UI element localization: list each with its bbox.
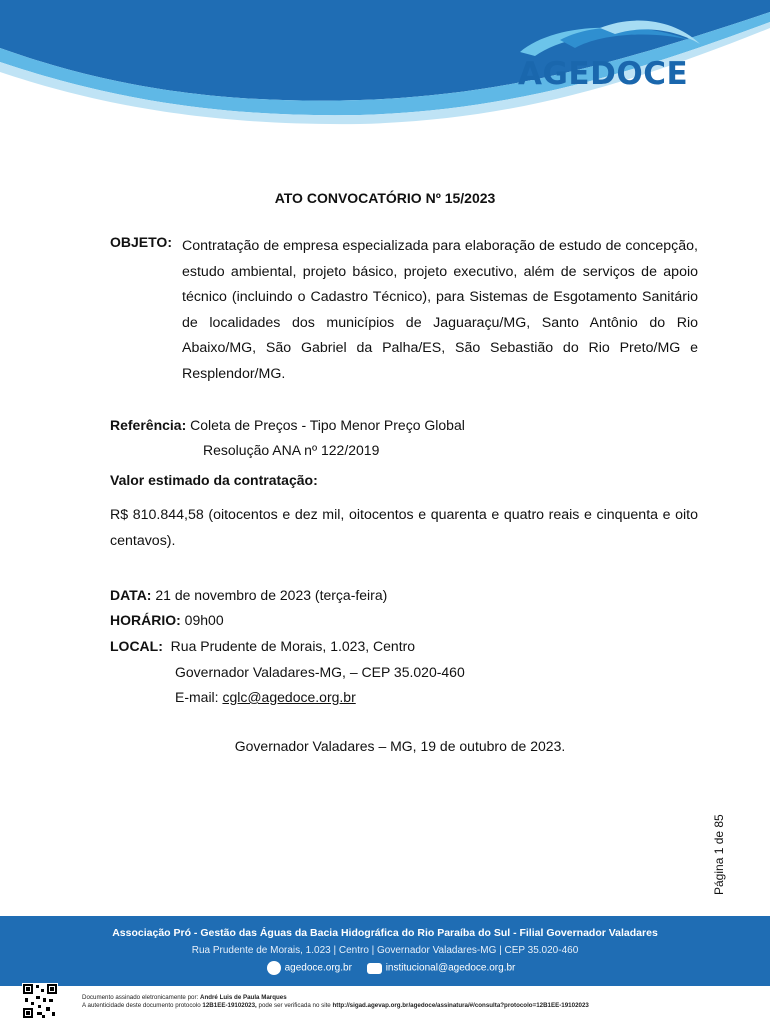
- local-label: LOCAL:: [110, 638, 163, 654]
- sig-prefix: Documento assinado eletronicamente por:: [82, 994, 199, 1001]
- email-link[interactable]: cglc@agedoce.org.br: [222, 689, 356, 705]
- sig-auth-mid: pode ser verificada no site: [258, 1002, 331, 1009]
- document-title: ATO CONVOCATÓRIO Nº 15/2023: [274, 190, 496, 206]
- footer-band: [0, 916, 770, 986]
- footer-site[interactable]: agedoce.org.br: [284, 962, 352, 974]
- sig-url[interactable]: http://sigad.agevap.org.br/agedoce/assinatura/#/consulta?protocolo=12B1EE-19102023: [332, 1002, 589, 1009]
- horario-row: [110, 612, 224, 628]
- footer-email[interactable]: institucional@agedoce.org.br: [385, 962, 516, 974]
- globe-icon: [267, 961, 281, 975]
- horario-value: 09h00: [184, 612, 224, 628]
- data-row: [110, 587, 387, 603]
- local-line1: Rua Prudente de Morais, 1.023, Centro: [170, 638, 416, 654]
- page-number: Página 1 de 85: [712, 814, 726, 895]
- local-email-row: [175, 689, 356, 705]
- objeto-section: [110, 234, 698, 388]
- digital-signature-note: [82, 994, 589, 1010]
- city-date: Governador Valadares – MG, 19 de outubro de 2023.: [234, 738, 566, 754]
- referencia-line2: Resolução ANA nº 122/2019: [203, 442, 380, 458]
- data-value: 21 de novembro de 2023 (terça-feira): [155, 587, 388, 603]
- local-row: [110, 638, 415, 654]
- agedoce-logo: AGEDOCE: [518, 56, 689, 92]
- footer-org-name: Associação Pró - Gestão das Águas da Bacia Hidográfica do Rio Paraíba do Sul - Filial Governador Valadares: [112, 927, 658, 939]
- referencia-label: Referência:: [110, 417, 187, 433]
- objeto-label: OBJETO:: [110, 234, 172, 250]
- sig-name: André Luis de Paula Marques: [200, 994, 287, 1001]
- local-line2: Governador Valadares-MG, – CEP 35.020-460: [175, 664, 465, 680]
- valor-label: Valor estimado da contratação:: [110, 472, 318, 488]
- horario-label: HORÁRIO:: [110, 612, 181, 628]
- sig-protocol: 12B1EE-19102023,: [202, 1002, 257, 1009]
- valor-text: R$ 810.844,58 (oitocentos e dez mil, oitocentos e quarenta e quatro reais e cinquenta e oito centavos).: [110, 507, 698, 549]
- referencia-line1: Coleta de Preços - Tipo Menor Preço Global: [190, 417, 465, 433]
- qr-code-icon: [22, 983, 58, 1019]
- email-label: E-mail:: [175, 689, 223, 705]
- objeto-text: Contratação de empresa especializada para elaboração de estudo de concepção, estudo ambiental, projeto básico, projeto executivo, além de serviços de apoio técnico (incluindo o Cadastro Técnico), para Sistemas de Esgotamento Sanitário de localidades dos municípios de Jaguaraçu/MG, Santo Antônio do Rio Abaixo/MG, São Gabriel da Palha/ES, São Sebastião do Rio Preto/MG e Resplendor/MG.: [182, 238, 698, 382]
- footer-contacts: [0, 961, 770, 975]
- mail-icon: [367, 963, 382, 974]
- data-label: DATA:: [110, 587, 152, 603]
- footer-address: Rua Prudente de Morais, 1.023 | Centro | Governador Valadares-MG | CEP 35.020-460: [191, 945, 579, 956]
- referencia-section: [110, 413, 465, 463]
- sig-auth-prefix: A autenticidade deste documento protocolo: [82, 1002, 201, 1009]
